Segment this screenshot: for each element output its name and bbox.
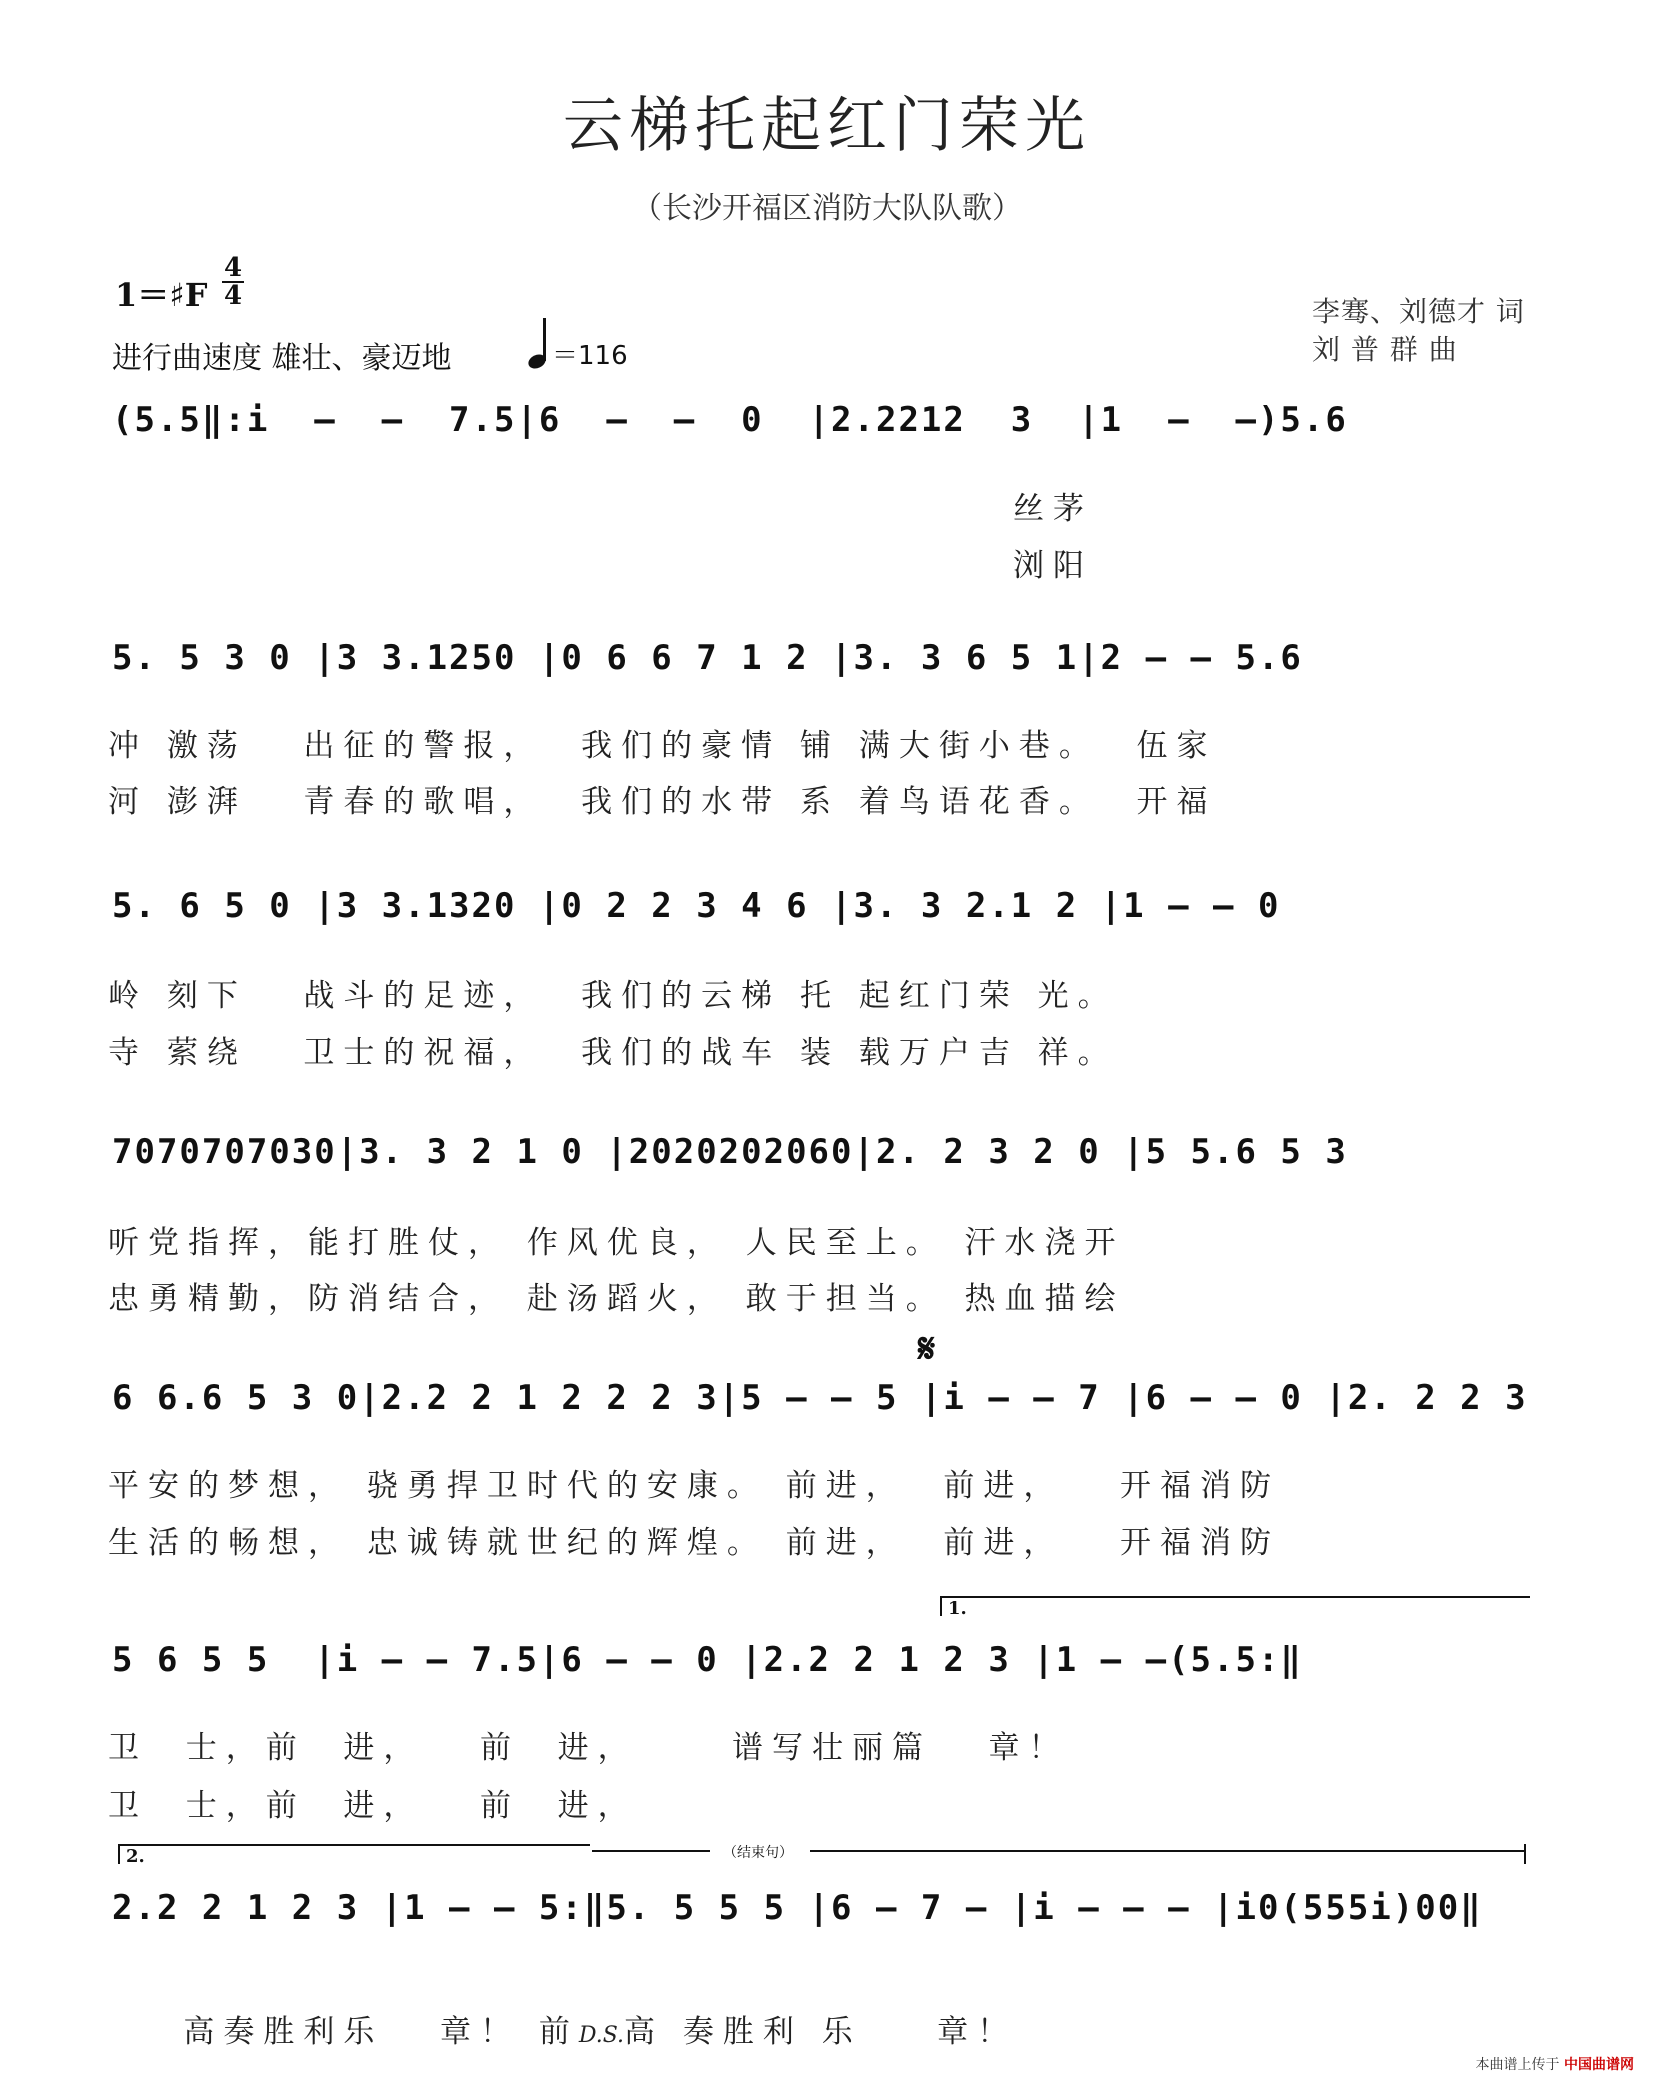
lyricist-credit: 李骞、刘德才 词 <box>1312 295 1525 328</box>
time-signature-top: 4 <box>224 253 243 283</box>
lyric-row-1-verse-1: 丝茅 <box>108 491 1093 527</box>
composer-credit: 刘 普 群 曲 <box>1312 333 1458 366</box>
time-signature-bottom: 4 <box>224 281 243 311</box>
lyric-row-7-part-1: 高奏胜利乐 章！ 前 <box>183 2014 579 2050</box>
dal-segno-marking: D.S. <box>578 2023 624 2048</box>
notation-row-2: 5. 5 3 0 |3 3.1250 |0 6 6 7 1 2 |3. 3 6 5 1|2 – – 5.6 <box>112 638 1303 678</box>
lyric-row-4-verse-1: 听党指挥，能打胜仗， 作风优良， 人民至上。 汗水浇开 <box>108 1225 1125 1261</box>
lyric-row-7-part-2: 高 奏胜利 乐 章！ <box>623 2014 1018 2050</box>
lyric-row-4-verse-2: 忠勇精勤，防消结合， 赴汤蹈火， 敢于担当。 热血描绘 <box>108 1281 1125 1317</box>
key-signature: 1＝♯F <box>115 276 208 314</box>
metronome-bpm: ＝116 <box>552 341 628 371</box>
tempo-marking: 进行曲速度 雄壮、豪迈地 <box>112 341 452 376</box>
coda-line-right <box>810 1850 1524 1852</box>
time-signature <box>222 255 244 309</box>
lyric-row-3-verse-1: 岭 刻下 战斗的足迹， 我们的云梯 托 起红门荣 光。 <box>108 978 1118 1014</box>
footer-site: 中国曲谱网 <box>1564 2057 1634 2073</box>
notation-row-7: 2.2 2 1 2 3 |1 – – 5:‖5. 5 5 5 |6 – 7 – |i – – – |i0(555i)00‖ <box>112 1888 1483 1928</box>
lyric-row-1-verse-2: 浏阳 <box>108 548 1093 584</box>
notation-row-1: (5.5‖:i – – 7.5|6 – – 0 |2.2212 3 |1 – –)5.6 <box>112 400 1348 440</box>
notation-row-5: 6 6.6 5 3 0|2.2 2 1 2 2 2 3|5 – – 5 |i – – 7 |6 – – 0 |2. 2 2 3 <box>112 1378 1528 1418</box>
volta-2-label: 2. <box>126 1846 145 1867</box>
volta-bracket-1 <box>940 1596 1530 1619</box>
lyric-row-6-verse-2: 卫 士，前 进， 前 进， <box>108 1788 638 1824</box>
notation-row-3: 5. 6 5 0 |3 3.1320 |0 2 2 3 4 6 |3. 3 2.1 2 |1 – – 0 <box>112 886 1281 926</box>
lyric-row-5-verse-1: 平安的梦想， 骁勇捍卫时代的安康。 前进， 前进， 开福消防 <box>108 1468 1280 1504</box>
lyric-row-7-a <box>108 1970 1017 2087</box>
segno-sign: 𝄋 <box>918 1325 936 1372</box>
page-title: 云梯托起红门荣光 <box>563 91 1091 161</box>
coda-line-left <box>592 1850 710 1852</box>
page-subtitle: （长沙开福区消防大队队歌） <box>632 191 1022 226</box>
lyric-row-6-verse-1: 卫 士，前 进， 前 进， 谱写壮丽篇 章！ <box>108 1730 1069 1766</box>
lyric-row-2-verse-1: 冲 激荡 出征的警报， 我们的豪情 铺 满大街小巷。 伍家 <box>108 728 1217 764</box>
lyric-row-5-verse-2: 生活的畅想， 忠诚铸就世纪的辉煌。 前进， 前进， 开福消防 <box>108 1525 1280 1561</box>
footer-credit <box>1476 2054 1634 2074</box>
volta-1-label: 1. <box>948 1598 967 1619</box>
coda-line-end <box>1524 1844 1526 1864</box>
footer-prefix: 本曲谱上传于 <box>1475 2057 1560 2073</box>
notation-row-6: 5 6 5 5 |i – – 7.5|6 – – 0 |2.2 2 1 2 3 |1 – –(5.5:‖ <box>112 1640 1303 1680</box>
lyric-row-2-verse-2: 河 澎湃 青春的歌唱， 我们的水带 系 着鸟语花香。 开福 <box>108 784 1217 820</box>
volta-bracket-2 <box>118 1844 590 1867</box>
notation-row-4: 7070707030|3. 3 2 1 0 |2020202060|2. 2 3 2 0 |5 5.6 5 3 <box>112 1132 1348 1172</box>
coda-label: （结束句） <box>723 1845 793 1861</box>
lyric-row-3-verse-2: 寺 萦绕 卫士的祝福， 我们的战车 装 载万户吉 祥。 <box>108 1035 1118 1071</box>
